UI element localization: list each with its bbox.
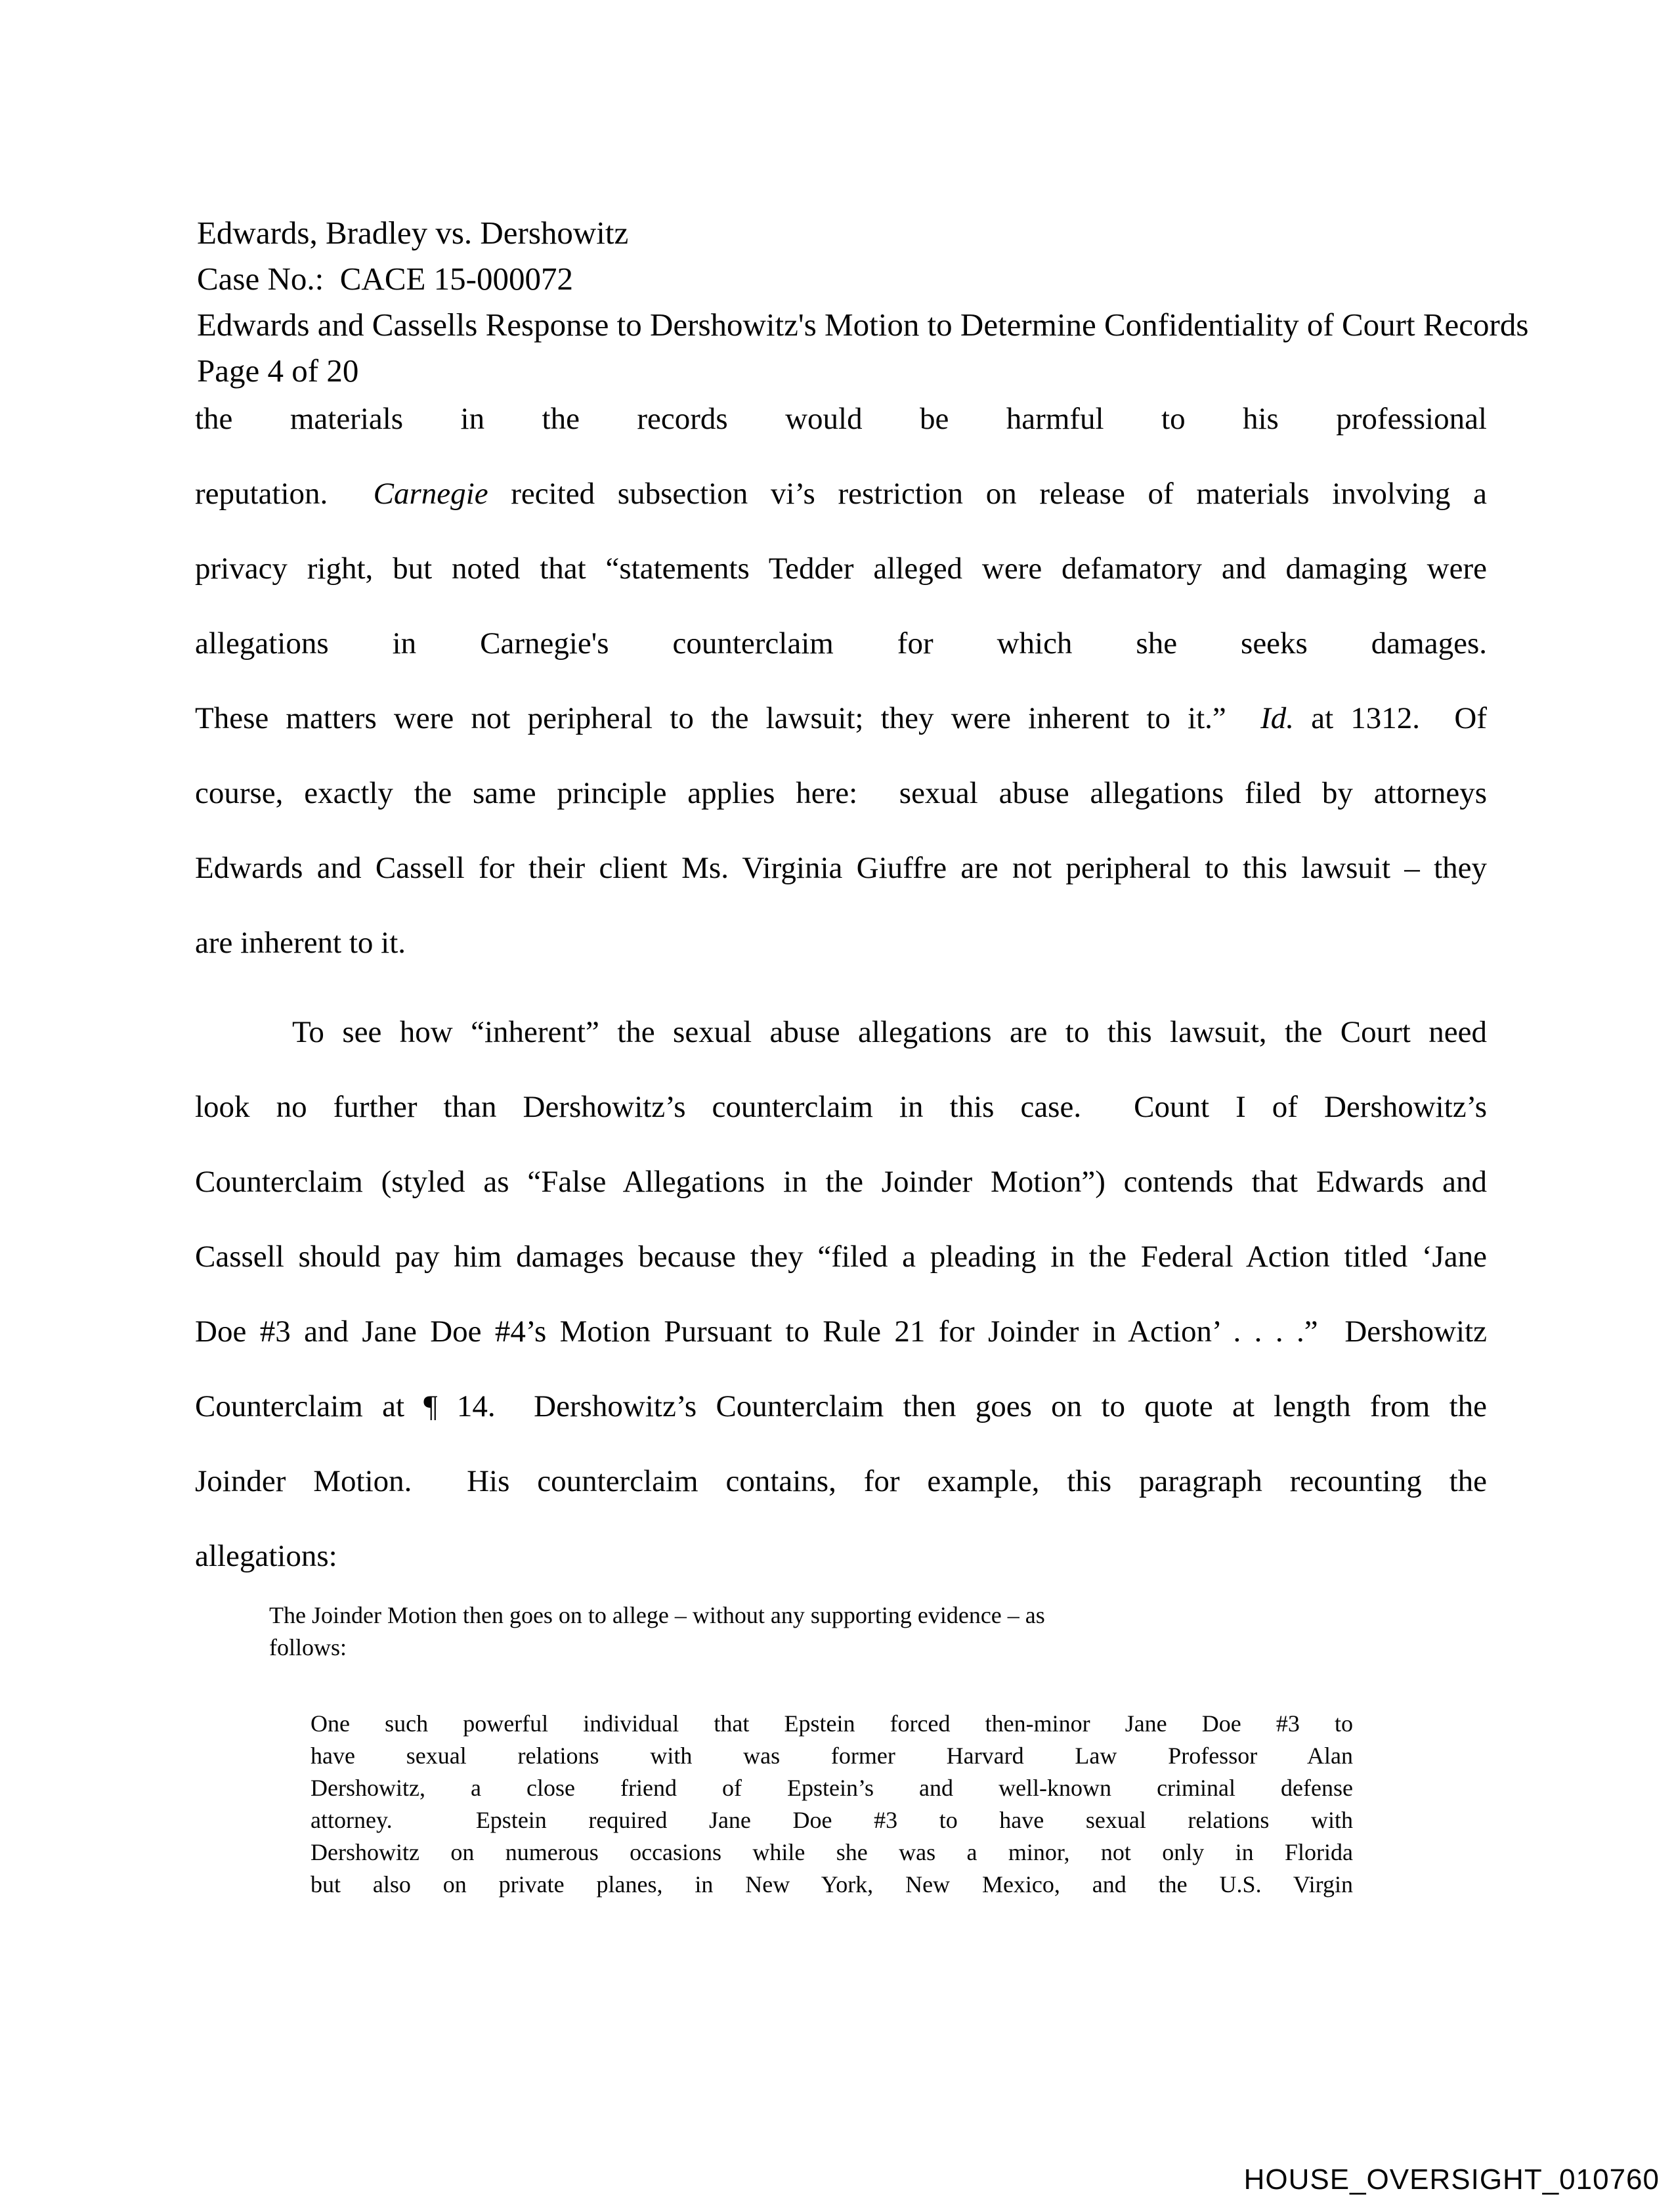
text-segment: Edwards and Cassells Response to Dershowitz's Motion to Determine Confidentiality of Court Records: [197, 307, 1529, 343]
text-segment: Joinder Motion. His counterclaim contains, for example, this paragraph recounting the: [195, 1464, 1487, 1498]
text-segment: reputation.: [195, 477, 374, 511]
text-line: [197, 302, 1628, 348]
text-line: [311, 1869, 1353, 1901]
text-line: [269, 1599, 1359, 1632]
text-segment: have sexual relations with was former Harvard Law Professor Alan: [311, 1743, 1353, 1769]
text-segment: Case No.: CACE 15-000072: [197, 261, 573, 297]
text-line: [195, 995, 1487, 1070]
text-line: [195, 1219, 1487, 1294]
text-line: [311, 1708, 1353, 1740]
text-segment: Dershowitz, a close friend of Epstein’s and well-known criminal defense: [311, 1775, 1353, 1801]
text-segment: course, exactly the same principle applies here: sexual abuse allegations filed by attorneys: [195, 776, 1487, 810]
text-segment: Doe #3 and Jane Doe #4’s Motion Pursuant to Rule 21 for Joinder in Action’ . . . .” Dershowitz: [195, 1314, 1487, 1349]
text-line: [195, 756, 1487, 831]
text-segment: recited subsection vi’s restriction on release of materials involving a: [488, 477, 1487, 511]
text-line: [195, 681, 1487, 756]
text-segment: follows:: [269, 1634, 347, 1660]
text-line: [195, 1519, 1487, 1594]
text-segment: but also on private planes, in New York, New Mexico, and the U.S. Virgin: [311, 1871, 1353, 1898]
text-segment: Edwards and Cassell for their client Ms. Virginia Giuffre are not peripheral to this lawsuit – they: [195, 851, 1487, 885]
text-segment: These matters were not peripheral to the lawsuit; they were inherent to it.”: [195, 701, 1261, 735]
text-line: [311, 1804, 1353, 1836]
text-segment: One such powerful individual that Epstein forced then-minor Jane Doe #3 to: [311, 1710, 1353, 1737]
text-line: [195, 381, 1487, 456]
italic-text-segment: Id.: [1260, 701, 1295, 735]
text-line: [195, 1369, 1487, 1444]
text-line: [269, 1632, 1359, 1664]
text-line: [197, 256, 1628, 302]
text-line: [195, 1444, 1487, 1519]
text-segment: Counterclaim at ¶ 14. Dershowitz’s Counterclaim then goes on to quote at length from the: [195, 1389, 1487, 1423]
nested-block-quote: [311, 1708, 1353, 1901]
text-segment: Dershowitz on numerous occasions while she was a minor, not only in Florida: [311, 1839, 1353, 1865]
case-caption-header: [197, 210, 1628, 394]
text-segment: look no further than Dershowitz’s counterclaim in this case. Count I of Dershowitz’s: [195, 1090, 1487, 1124]
block-quote-intro: [269, 1599, 1359, 1664]
italic-text-segment: Carnegie: [373, 477, 488, 511]
text-line: [197, 210, 1628, 256]
text-line: [311, 1740, 1353, 1772]
text-segment: allegations in Carnegie's counterclaim for which she seeks damages.: [195, 626, 1487, 661]
text-segment: at 1312. Of: [1294, 701, 1487, 735]
text-line: [195, 456, 1487, 531]
text-segment: Counterclaim (styled as “False Allegations in the Joinder Motion”) contends that Edwards and: [195, 1165, 1487, 1199]
text-line: [195, 531, 1487, 606]
text-segment: the materials in the records would be harmful to his professional: [195, 402, 1487, 436]
body-paragraph-1: [195, 381, 1487, 980]
text-segment: Cassell should pay him damages because they “filed a pleading in the Federal Action titled ‘Jane: [195, 1240, 1487, 1274]
text-line: [195, 1294, 1487, 1369]
text-line: [195, 1144, 1487, 1219]
text-line: [195, 1070, 1487, 1144]
text-line: [195, 905, 1487, 980]
body-paragraph-2: [195, 995, 1487, 1594]
text-segment: attorney. Epstein required Jane Doe #3 to have sexual relations with: [311, 1807, 1353, 1833]
text-segment: The Joinder Motion then goes on to allege – without any supporting evidence – as: [269, 1602, 1045, 1628]
text-segment: are inherent to it.: [195, 926, 406, 960]
text-segment: privacy right, but noted that “statements Tedder alleged were defamatory and damaging were: [195, 552, 1487, 586]
text-segment: Edwards, Bradley vs. Dershowitz: [197, 215, 629, 251]
text-line: [311, 1772, 1353, 1804]
text-line: [195, 831, 1487, 905]
text-segment: Page 4 of 20: [197, 353, 359, 389]
text-segment: To see how “inherent” the sexual abuse allegations are to this lawsuit, the Court need: [292, 1015, 1487, 1049]
text-line: [311, 1836, 1353, 1869]
text-line: [195, 606, 1487, 681]
text-segment: allegations:: [195, 1539, 337, 1573]
bates-stamp: HOUSE_OVERSIGHT_010760: [1243, 2163, 1660, 2196]
